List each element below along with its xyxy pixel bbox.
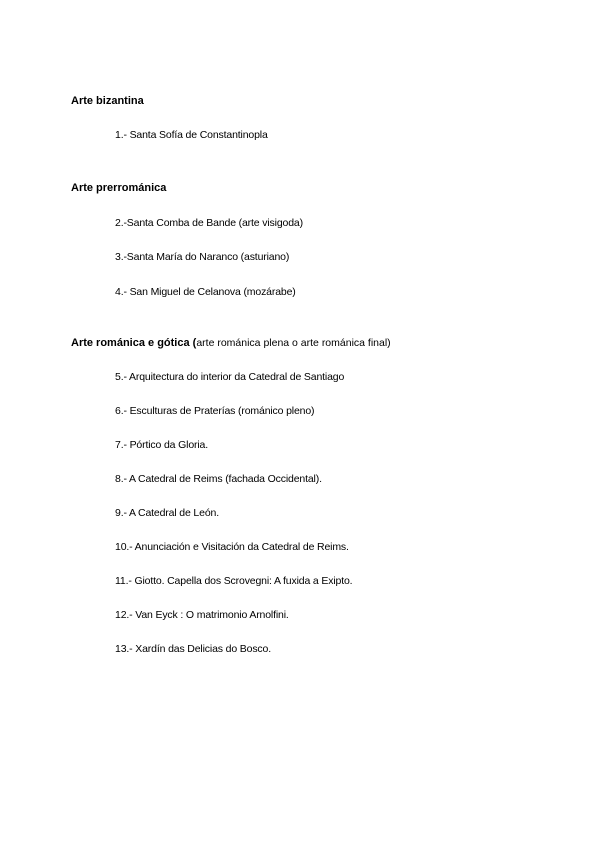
list-item: 8.- A Catedral de Reims (fachada Occidental). (115, 473, 322, 485)
section-heading-romanica-gotica (71, 336, 391, 350)
list-item: 12.- Van Eyck : O matrimonio Arnolfini. (115, 609, 289, 621)
list-item: 9.- A Catedral de León. (115, 507, 219, 519)
section-heading-text: Arte prerrománica (71, 182, 167, 194)
list-item: 10.- Anunciación e Visitación da Catedral de Reims. (115, 541, 349, 553)
list-item: 5.- Arquitectura do interior da Catedral de Santiago (115, 371, 345, 383)
list-item: 4.- San Miguel de Celanova (mozárabe) (115, 286, 296, 298)
list-item: 11.- Giotto. Capella dos Scrovegni: A fuxida a Exipto. (115, 575, 353, 587)
list-item: 1.- Santa Sofía de Constantinopla (115, 129, 268, 141)
section-heading-prerromanica (71, 181, 166, 195)
list-item: 13.- Xardín das Delicias do Bosco. (115, 643, 271, 655)
section-heading-bizantina (71, 94, 144, 108)
list-item: 7.- Pórtico da Gloria. (115, 439, 208, 451)
list-item: 2.-Santa Comba de Bande (arte visigoda) (115, 217, 303, 229)
section-heading-text: Arte bizantina (71, 95, 144, 107)
section-heading-note: arte románica plena o arte románica final) (196, 337, 391, 349)
list-item: 6.- Esculturas de Praterías (románico pleno) (115, 405, 315, 417)
section-heading-text: Arte románica e gótica ( (71, 337, 197, 349)
list-item: 3.-Santa María do Naranco (asturiano) (115, 251, 290, 263)
